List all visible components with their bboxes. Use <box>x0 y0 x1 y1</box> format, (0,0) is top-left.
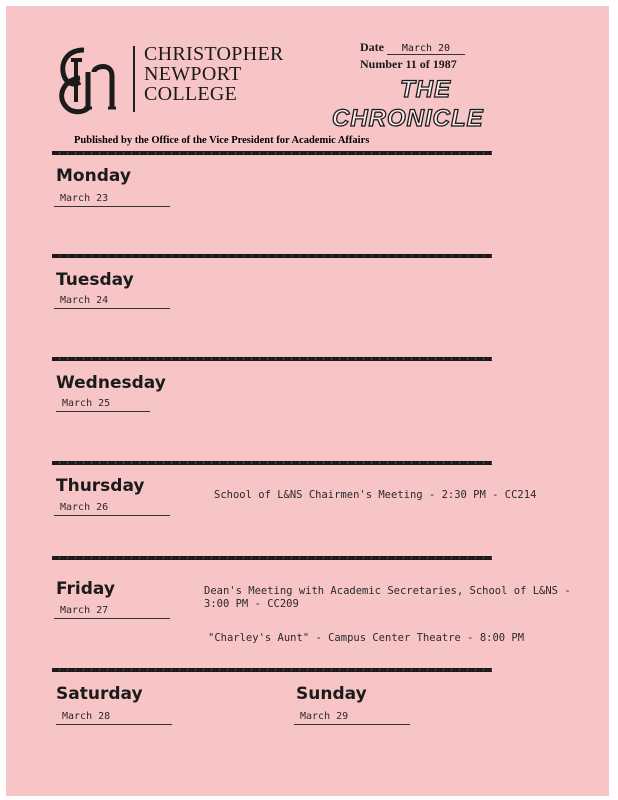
day-heading-wednesday: Wednesday <box>56 373 166 393</box>
divider-rule <box>52 556 492 560</box>
date-line <box>360 40 465 55</box>
date-thursday: March 26 <box>54 501 170 516</box>
divider-rule <box>52 668 492 672</box>
event-friday-2: "Charley's Aunt" - Campus Center Theatre - 8:00 PM <box>208 632 525 644</box>
day-heading-thursday: Thursday <box>56 476 145 496</box>
year-label: of 1987 <box>419 57 457 71</box>
date-tuesday: March 24 <box>54 294 170 309</box>
divider-rule <box>52 461 492 465</box>
day-heading-sunday: Sunday <box>296 684 367 704</box>
logo-divider <box>133 46 135 112</box>
divider-rule <box>52 151 492 155</box>
divider-rule <box>52 254 492 258</box>
date-label: Date <box>360 40 384 54</box>
published-by: Published by the Office of the Vice President for Academic Affairs <box>74 135 370 146</box>
number-line <box>360 57 457 72</box>
college-name-line-1: CHRISTOPHER <box>144 43 284 65</box>
date-sunday: March 29 <box>294 710 410 725</box>
date-saturday: March 28 <box>56 710 172 725</box>
event-friday-1: Dean's Meeting with Academic Secretaries, School of L&NS - <box>204 585 571 597</box>
event-friday-1-time: 3:00 PM - CC209 <box>204 598 299 610</box>
masthead-the: THE <box>400 76 451 103</box>
date-monday: March 23 <box>54 192 170 207</box>
day-heading-monday: Monday <box>56 166 131 186</box>
number-value: 11 <box>405 57 417 71</box>
day-heading-friday: Friday <box>56 579 115 599</box>
college-name <box>144 44 284 104</box>
masthead-title: CHRONICLE <box>332 105 484 132</box>
date-friday: March 27 <box>54 604 170 619</box>
date-wednesday: March 25 <box>56 397 150 412</box>
college-name-line-3: COLLEGE <box>144 83 238 105</box>
document-page <box>6 6 609 796</box>
date-value: March 20 <box>387 43 465 55</box>
divider-rule <box>52 357 492 361</box>
day-heading-saturday: Saturday <box>56 684 143 704</box>
day-heading-tuesday: Tuesday <box>56 270 134 290</box>
number-label: Number <box>360 57 403 71</box>
college-name-line-2: NEWPORT <box>144 63 242 85</box>
event-thursday-1: School of L&NS Chairmen's Meeting - 2:30 PM - CC214 <box>214 489 537 501</box>
college-logo-icon <box>54 42 130 116</box>
